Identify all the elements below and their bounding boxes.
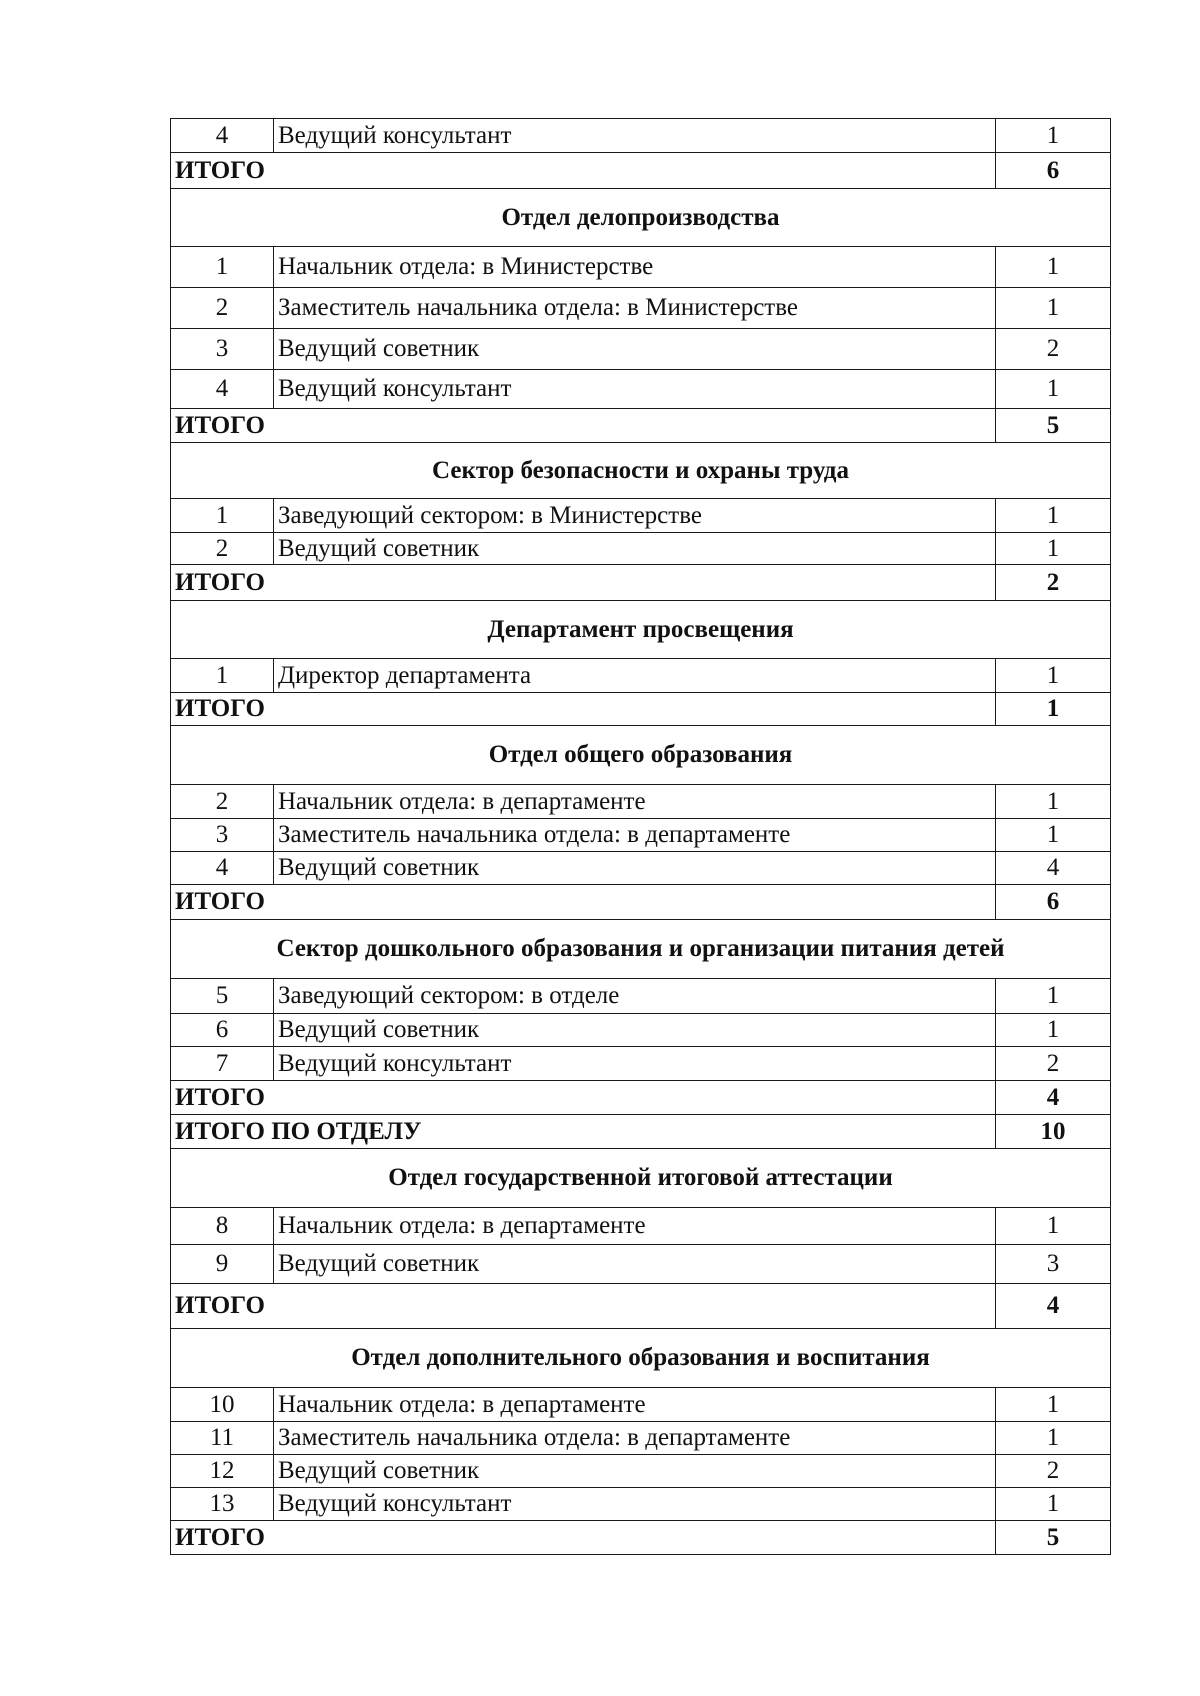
position-count: 1	[996, 1014, 1111, 1047]
total-label: ИТОГО	[171, 1081, 996, 1115]
position-number: 12	[171, 1455, 274, 1488]
total-label: ИТОГО	[171, 409, 996, 443]
position-title: Ведущий советник	[274, 1455, 996, 1488]
section-header-row	[171, 920, 1111, 979]
total-label: ИТОГО	[171, 885, 996, 920]
staffing-table-body	[171, 119, 1111, 1555]
position-number: 13	[171, 1488, 274, 1521]
position-count: 1	[996, 1388, 1111, 1422]
position-count: 1	[996, 1422, 1111, 1455]
section-header-row	[171, 443, 1111, 499]
position-row	[171, 370, 1111, 409]
section-title: Отдел общего образования	[171, 726, 1111, 785]
position-count: 1	[996, 247, 1111, 288]
position-title: Начальник отдела: в Министерстве	[274, 247, 996, 288]
position-number: 1	[171, 499, 274, 533]
position-row	[171, 1422, 1111, 1455]
section-title: Сектор дошкольного образования и организации питания детей	[171, 920, 1111, 979]
position-title: Ведущий советник	[274, 329, 996, 370]
total-row	[171, 153, 1111, 189]
section-title: Департамент просвещения	[171, 601, 1111, 659]
position-number: 2	[171, 288, 274, 329]
position-row	[171, 533, 1111, 565]
total-row	[171, 565, 1111, 601]
total-label: ИТОГО ПО ОТДЕЛУ	[171, 1115, 996, 1149]
position-count: 1	[996, 1208, 1111, 1245]
position-row	[171, 1047, 1111, 1081]
position-count: 1	[996, 288, 1111, 329]
position-count: 1	[996, 499, 1111, 533]
total-row	[171, 693, 1111, 726]
position-title: Начальник отдела: в департаменте	[274, 1388, 996, 1422]
position-title: Ведущий консультант	[274, 119, 996, 153]
position-title: Начальник отдела: в департаменте	[274, 785, 996, 819]
total-label: ИТОГО	[171, 1284, 996, 1329]
section-title: Отдел государственной итоговой аттестации	[171, 1149, 1111, 1208]
position-row	[171, 1455, 1111, 1488]
position-count: 2	[996, 1455, 1111, 1488]
position-title: Заведующий сектором: в отделе	[274, 979, 996, 1014]
position-row	[171, 1488, 1111, 1521]
position-title: Ведущий консультант	[274, 1488, 996, 1521]
position-count: 1	[996, 1488, 1111, 1521]
total-count: 10	[996, 1115, 1111, 1149]
total-count: 4	[996, 1081, 1111, 1115]
position-count: 1	[996, 370, 1111, 409]
position-count: 1	[996, 659, 1111, 693]
position-row	[171, 852, 1111, 885]
position-row	[171, 1208, 1111, 1245]
position-number: 10	[171, 1388, 274, 1422]
total-row	[171, 885, 1111, 920]
total-count: 5	[996, 409, 1111, 443]
position-count: 2	[996, 329, 1111, 370]
position-number: 4	[171, 370, 274, 409]
position-number: 1	[171, 659, 274, 693]
position-title: Начальник отдела: в департаменте	[274, 1208, 996, 1245]
position-title: Ведущий советник	[274, 1245, 996, 1284]
position-number: 8	[171, 1208, 274, 1245]
position-title: Ведущий консультант	[274, 370, 996, 409]
position-title: Заместитель начальника отдела: в департаменте	[274, 1422, 996, 1455]
position-count: 1	[996, 785, 1111, 819]
position-number: 2	[171, 785, 274, 819]
position-row	[171, 785, 1111, 819]
position-number: 5	[171, 979, 274, 1014]
position-number: 4	[171, 852, 274, 885]
section-header-row	[171, 189, 1111, 247]
total-count: 5	[996, 1521, 1111, 1555]
position-row	[171, 1014, 1111, 1047]
position-title: Заместитель начальника отдела: в департаменте	[274, 819, 996, 852]
position-title: Ведущий консультант	[274, 1047, 996, 1081]
total-row	[171, 1115, 1111, 1149]
position-count: 2	[996, 1047, 1111, 1081]
total-count: 2	[996, 565, 1111, 601]
position-row	[171, 119, 1111, 153]
position-count: 3	[996, 1245, 1111, 1284]
position-title: Ведущий советник	[274, 852, 996, 885]
total-row	[171, 1284, 1111, 1329]
position-row	[171, 979, 1111, 1014]
position-row	[171, 819, 1111, 852]
position-count: 1	[996, 119, 1111, 153]
position-number: 11	[171, 1422, 274, 1455]
total-row	[171, 1081, 1111, 1115]
section-header-row	[171, 1329, 1111, 1388]
section-header-row	[171, 726, 1111, 785]
position-count: 1	[996, 979, 1111, 1014]
position-number: 4	[171, 119, 274, 153]
total-row	[171, 1521, 1111, 1555]
total-count: 6	[996, 885, 1111, 920]
position-count: 4	[996, 852, 1111, 885]
position-row	[171, 288, 1111, 329]
position-number: 9	[171, 1245, 274, 1284]
position-number: 6	[171, 1014, 274, 1047]
position-number: 3	[171, 329, 274, 370]
section-header-row	[171, 1149, 1111, 1208]
position-title: Ведущий советник	[274, 533, 996, 565]
position-count: 1	[996, 533, 1111, 565]
total-label: ИТОГО	[171, 1521, 996, 1555]
total-row	[171, 409, 1111, 443]
total-label: ИТОГО	[171, 693, 996, 726]
position-count: 1	[996, 819, 1111, 852]
position-title: Директор департамента	[274, 659, 996, 693]
position-number: 2	[171, 533, 274, 565]
total-label: ИТОГО	[171, 565, 996, 601]
total-count: 4	[996, 1284, 1111, 1329]
position-row	[171, 1388, 1111, 1422]
position-row	[171, 1245, 1111, 1284]
section-title: Отдел дополнительного образования и воспитания	[171, 1329, 1111, 1388]
total-count: 1	[996, 693, 1111, 726]
position-row	[171, 499, 1111, 533]
section-title: Отдел делопроизводства	[171, 189, 1111, 247]
position-title: Ведущий советник	[274, 1014, 996, 1047]
position-number: 1	[171, 247, 274, 288]
position-number: 7	[171, 1047, 274, 1081]
position-row	[171, 659, 1111, 693]
position-title: Заместитель начальника отдела: в Министерстве	[274, 288, 996, 329]
section-title: Сектор безопасности и охраны труда	[171, 443, 1111, 499]
position-row	[171, 329, 1111, 370]
total-count: 6	[996, 153, 1111, 189]
section-header-row	[171, 601, 1111, 659]
position-row	[171, 247, 1111, 288]
staffing-table	[170, 118, 1111, 1555]
position-title: Заведующий сектором: в Министерстве	[274, 499, 996, 533]
total-label: ИТОГО	[171, 153, 996, 189]
position-number: 3	[171, 819, 274, 852]
